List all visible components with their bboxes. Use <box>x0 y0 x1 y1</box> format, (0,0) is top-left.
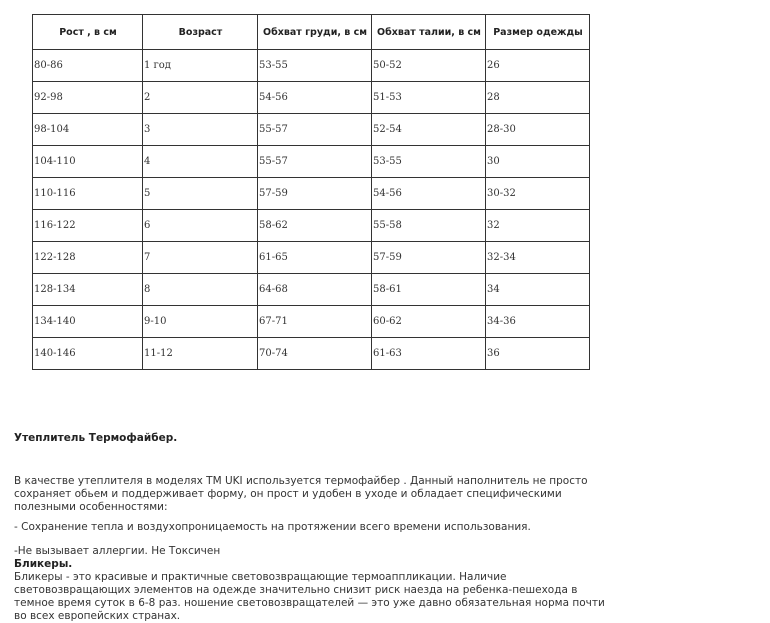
insulation-description: В качестве утеплителя в моделях TM UKI используется термофайбер . Данный наполнитель не просто сохраняет обьем и поддерживает форму, он прост и удобен в уходе и обладает специфическими полезными особенностями: <box>14 475 588 513</box>
table-cell: 36 <box>486 338 590 370</box>
table-cell: 11-12 <box>143 338 258 370</box>
table-cell: 54-56 <box>372 178 486 210</box>
table-cell: 51-53 <box>372 82 486 114</box>
table-cell: 58-61 <box>372 274 486 306</box>
table-cell: 7 <box>143 242 258 274</box>
table-cell: 104-110 <box>33 146 143 178</box>
table-cell: 5 <box>143 178 258 210</box>
table-cell: 58-62 <box>258 210 372 242</box>
header-size: Размер одежды <box>486 15 590 50</box>
table-cell: 53-55 <box>258 50 372 82</box>
table-cell: 28 <box>486 82 590 114</box>
table-cell: 61-65 <box>258 242 372 274</box>
insulation-title: Утеплитель Термофайбер. <box>14 432 178 444</box>
table-cell: 4 <box>143 146 258 178</box>
table-row <box>33 178 590 210</box>
table-cell: 30-32 <box>486 178 590 210</box>
table-row <box>33 306 590 338</box>
table-cell: 55-57 <box>258 114 372 146</box>
table-cell: 57-59 <box>258 178 372 210</box>
table-row <box>33 274 590 306</box>
size-table <box>32 14 590 370</box>
table-cell: 30 <box>486 146 590 178</box>
table-cell: 60-62 <box>372 306 486 338</box>
table-cell: 122-128 <box>33 242 143 274</box>
table-row <box>33 82 590 114</box>
table-cell: 116-122 <box>33 210 143 242</box>
blinkers-text: Бликеры - это красивые и практичные световозвращающие термоаппликации. Наличие световозвращающих элементов на одежде значительно снизит риск наезда на ребенка-пешехода в темное время суток в 6-8 раз. ношение световозвращателей — это уже давно обязательная норма почти во всех европейских странах. <box>14 571 605 622</box>
table-cell: 128-134 <box>33 274 143 306</box>
table-cell: 98-104 <box>33 114 143 146</box>
table-cell: 140-146 <box>33 338 143 370</box>
header-waist: Обхват талии, в см <box>372 15 486 50</box>
table-cell: 34-36 <box>486 306 590 338</box>
table-cell: 6 <box>143 210 258 242</box>
table-cell: 53-55 <box>372 146 486 178</box>
table-cell: 52-54 <box>372 114 486 146</box>
table-cell: 8 <box>143 274 258 306</box>
table-cell: 9-10 <box>143 306 258 338</box>
table-header-row <box>33 15 590 50</box>
table-cell: 55-58 <box>372 210 486 242</box>
table-cell: 110-116 <box>33 178 143 210</box>
table-cell: 134-140 <box>33 306 143 338</box>
table-row <box>33 338 590 370</box>
table-cell: 67-71 <box>258 306 372 338</box>
table-cell: 92-98 <box>33 82 143 114</box>
table-cell: 55-57 <box>258 146 372 178</box>
table-cell: 2 <box>143 82 258 114</box>
insulation-benefit-2: -Не вызывает аллергии. Не Токсичен <box>14 545 221 557</box>
table-cell: 50-52 <box>372 50 486 82</box>
table-cell: 26 <box>486 50 590 82</box>
table-cell: 57-59 <box>372 242 486 274</box>
header-age: Возраст <box>143 15 258 50</box>
blinkers-title: Бликеры. <box>14 558 73 570</box>
table-row <box>33 242 590 274</box>
table-cell: 28-30 <box>486 114 590 146</box>
table-cell: 61-63 <box>372 338 486 370</box>
table-cell: 34 <box>486 274 590 306</box>
table-cell: 54-56 <box>258 82 372 114</box>
table-row <box>33 114 590 146</box>
table-cell: 80-86 <box>33 50 143 82</box>
table-row <box>33 210 590 242</box>
table-cell: 32 <box>486 210 590 242</box>
table-cell: 64-68 <box>258 274 372 306</box>
table-cell: 32-34 <box>486 242 590 274</box>
table-row <box>33 146 590 178</box>
table-cell: 3 <box>143 114 258 146</box>
table-row <box>33 50 590 82</box>
table-cell: 70-74 <box>258 338 372 370</box>
header-chest: Обхват груди, в см <box>258 15 372 50</box>
insulation-benefit-1: - Сохранение тепла и воздухопроницаемость на протяжении всего времени использования. <box>14 521 531 533</box>
table-cell: 1 год <box>143 50 258 82</box>
header-height: Рост , в см <box>33 15 143 50</box>
